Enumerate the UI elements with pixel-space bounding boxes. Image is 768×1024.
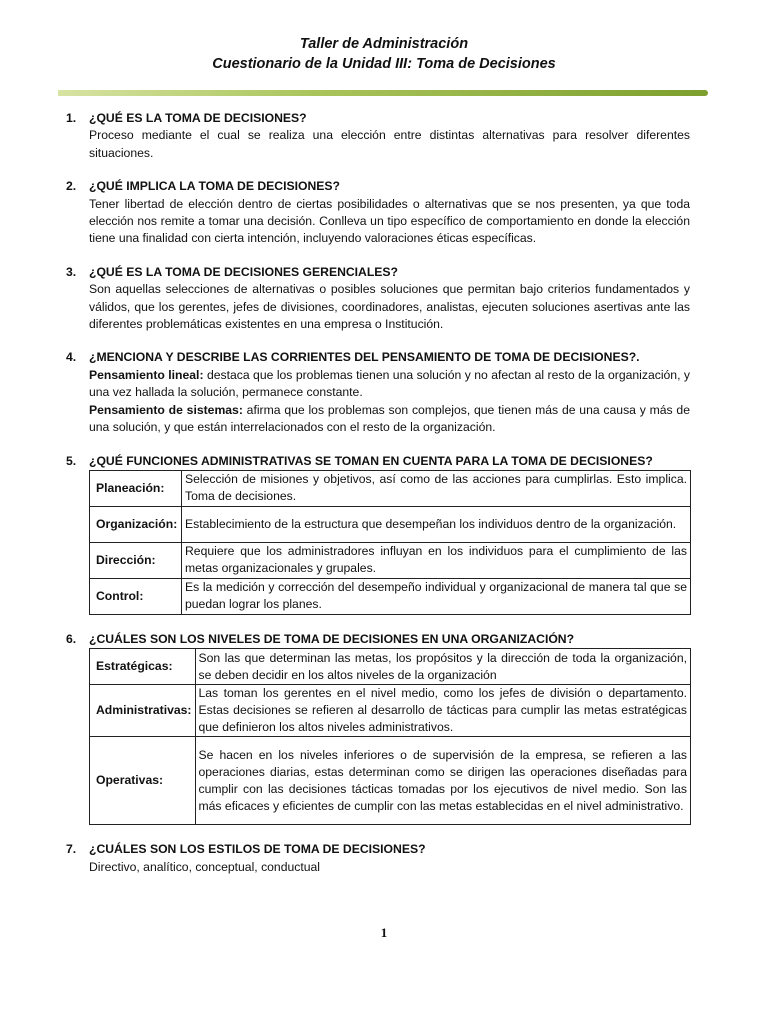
row-label: Control:: [90, 578, 182, 614]
document-title: Taller de Administración: [299, 36, 469, 52]
table-row: [90, 542, 691, 578]
table-row: [90, 737, 691, 825]
document-subtitle: Cuestionario de la Unidad III: Toma de Decisiones: [212, 56, 556, 72]
answer-paragraph: [89, 367, 690, 402]
table-row: [90, 578, 691, 614]
table-row: [90, 649, 691, 685]
questionnaire: [66, 110, 690, 892]
table-row: [90, 685, 691, 737]
question-1: [66, 110, 690, 162]
answer-paragraph: [89, 402, 690, 437]
row-description: Es la medición y corrección del desempeño individual y organizacional de manera tal que se puedan lograr los planes.: [182, 578, 691, 614]
question-3: [66, 264, 690, 334]
answer-text: Tener libertad de elección dentro de ciertas posibilidades o alternativas que se nos presenten, ya que toda elección nos remite a tomar una decisión. Conlleva un tipo específico de comportamiento en donde la elección tiene una finalidad con cierta intención, incluyendo valoraciones éticas específicas.: [89, 196, 690, 246]
question-number: 4.: [66, 350, 77, 365]
row-label: Planeación:: [90, 470, 182, 506]
row-label: Operativas:: [90, 737, 196, 825]
document-header: [0, 34, 768, 74]
header-divider: [58, 90, 708, 96]
question-number: 1.: [66, 111, 77, 125]
question-text: ¿CUÁLES SON LOS ESTILOS DE TOMA DE DECISIONES?: [89, 842, 426, 857]
row-label: Organización:: [90, 506, 182, 542]
term-label: Pensamiento de sistemas:: [89, 402, 243, 417]
row-description: Las toman los gerentes en el nivel medio, como los jefes de división o departamento. Estas decisiones se refieren al desarrollo de tácticas para cumplir las metas estratégicas que definieron los altos niveles administrativos.: [195, 685, 691, 737]
row-label: Estratégicas:: [90, 649, 196, 685]
question-text: ¿CUÁLES SON LOS NIVELES DE TOMA DE DECISIONES EN UNA ORGANIZACIÓN?: [89, 631, 575, 646]
row-description: Selección de misiones y objetivos, así como de las acciones para cumplirlas. Esto implica. Toma de decisiones.: [182, 470, 691, 506]
row-description: Son las que determinan las metas, los propósitos y la dirección de toda la organización, se deben decidir en los altos niveles de la organización: [195, 649, 691, 685]
question-4: [66, 349, 690, 436]
question-text: ¿QUÉ IMPLICA LA TOMA DE DECISIONES?: [89, 179, 340, 194]
term-label: Pensamiento lineal:: [89, 367, 204, 382]
question-6: [66, 631, 690, 825]
question-number: 6.: [66, 631, 77, 646]
question-text: ¿QUÉ ES LA TOMA DE DECISIONES?: [89, 111, 307, 125]
table-row: [90, 506, 691, 542]
question-text: ¿MENCIONA Y DESCRIBE LAS CORRIENTES DEL PENSAMIENTO DE TOMA DE DECISIONES?.: [89, 350, 640, 365]
question-7: [66, 841, 690, 876]
row-description: Establecimiento de la estructura que desempeñan los individuos dentro de la organización.: [182, 506, 691, 542]
functions-table: [89, 470, 691, 615]
term-description: afirma que los problemas son complejos, que tienen más de una causa y más de una solución, y que están interrelacionados con el resto de la organización.: [89, 402, 690, 435]
table-row: [90, 470, 691, 506]
question-number: 7.: [66, 842, 77, 857]
question-2: [66, 178, 690, 248]
question-number: 3.: [66, 264, 77, 279]
answer-text: Proceso mediante el cual se realiza una elección entre distintas alternativas para resolver diferentes situaciones.: [89, 128, 690, 160]
row-label: Administrativas:: [90, 685, 196, 737]
question-text: ¿QUÉ ES LA TOMA DE DECISIONES GERENCIALES?: [89, 264, 399, 279]
answer-text: Son aquellas selecciones de alternativas o posibles soluciones que permitan bajo criterios fundamentados y válidos, que los gerentes, jefes de divisiones, coordinadores, analistas, ejecuten soluciones asertivas ante las diferentes problemáticas existentes en una empresa o Institución.: [89, 282, 690, 332]
row-description: Se hacen en los niveles inferiores o de supervisión de la empresa, se refieren a las operaciones diarias, estas determinan como se dirigen las operaciones diseñadas para cumplir con las decisiones tácticas tomadas por los ejecutivos de nivel medio. Son las más eficaces y eficientes de cumplir con las metas establecidas en el nivel administrativo.: [195, 737, 691, 825]
levels-table: [89, 648, 691, 825]
question-text: ¿QUÉ FUNCIONES ADMINISTRATIVAS SE TOMAN EN CUENTA PARA LA TOMA DE DECISIONES?: [89, 453, 653, 468]
row-description: Requiere que los administradores influyan en los individuos para el cumplimiento de las metas organizacionales y grupales.: [182, 542, 691, 578]
question-number: 2.: [66, 179, 77, 194]
question-number: 5.: [66, 453, 77, 468]
page-number: 1: [380, 925, 388, 940]
question-5: [66, 453, 690, 615]
term-description: destaca que los problemas tienen una solución y no afectan al resto de la organización, y una vez hallada la solución, permanece constante.: [89, 367, 690, 400]
answer-text: Directivo, analítico, conceptual, conductual: [89, 859, 321, 874]
row-label: Dirección:: [90, 542, 182, 578]
